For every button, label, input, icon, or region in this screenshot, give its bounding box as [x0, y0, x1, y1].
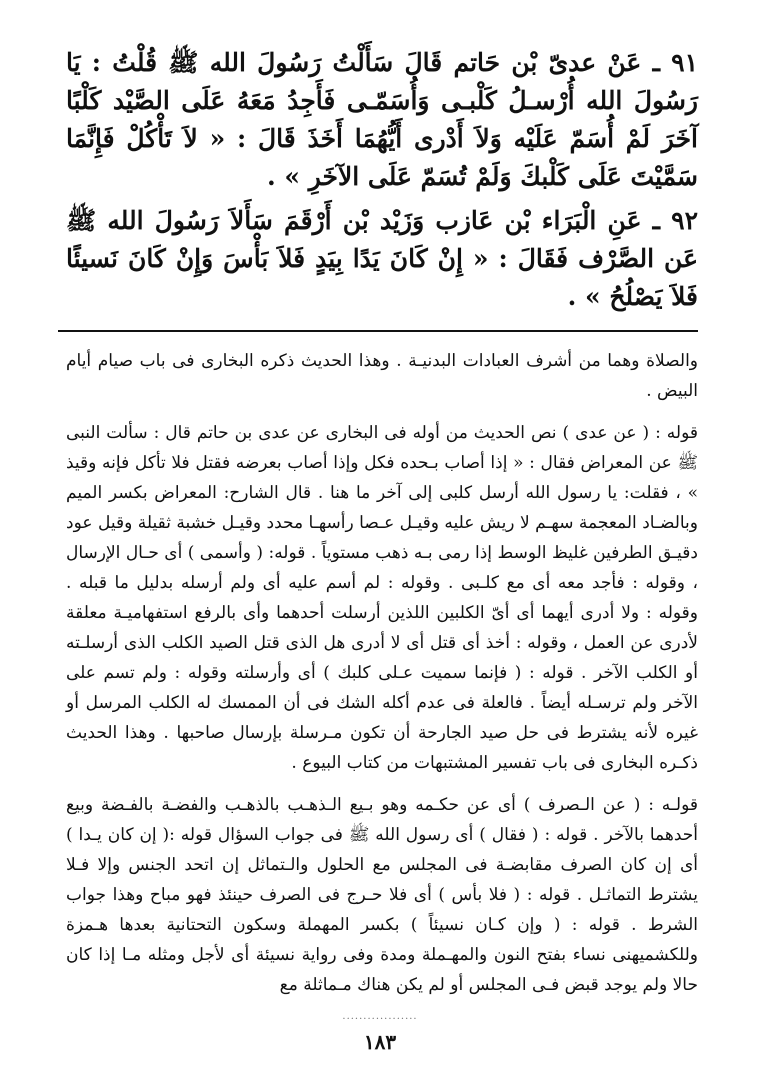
hadith-section — [66, 44, 698, 316]
commentary-section — [66, 346, 698, 1000]
section-divider — [58, 330, 698, 332]
hadith-91: ٩١ ـ عَنْ عدىّ بْن حَاتم قَالَ سَأَلْتُ رَسُولَ الله ﷺ قُلْتُ : يَا رَسُولَ الله أُرْسـلُ كَلْبـى وَأُسَمّـى فَأَجِدُ مَعَهُ عَلَى الصَّيْد كَلْبًا آخَرَ لَمْ أُسَمّ عَلَيْه وَلاَ أَدْرى أَيُّهُمَا أَخَذَ قَالَ : « لاَ تَأْكُلْ فَإِنَّمَا سَمَّيْتَ عَلَى كَلْبكَ وَلَمْ تُسَمّ عَلَى الآخَرِ » . — [66, 48, 698, 191]
commentary-paragraph: والصلاة وهما من أشرف العبادات البدنيـة . وهذا الحديث ذكره البخارى فى باب صيام أيام البيض . — [66, 351, 698, 401]
hadith-92: ٩٢ ـ عَنِ الْبَرَاء بْن عَازب وَزَيْد بْن أَرْقَمَ سَأَلاَ رَسُولَ الله ﷺ عَن الصَّرْف فَقَالَ : « إِنْ كَانَ يَدًا بِيَدٍ فَلاَ بَأْسَ وَإِنْ كَانَ نَسيئًا فَلاَ يَصْلُحُ » . — [66, 206, 698, 311]
commentary-paragraph: قوله : ( عن عدى ) نص الحديث من أوله فى البخارى عن عدى بن حاتم قال : سألت النبى ﷺ عن المعراض فقال : « إذا أصاب بـحده فكل وإذا أصاب بعرضه فقتل فلا تأكل فإنه وقيذ » ، فقلت: يا رسول الله أرسل كلبى إلى آخر ما هنا . قال الشارح: المعراض بكسر الميم وبالضـاد المعجمة سهـم لا ريش عليه وقيـل عـصا رأسهـا محدد وقيـل خشبة ثقيلة وقيل عود دقيـق الطرفين غليظ الوسط إذا رمى بـه ذهب مستوياً . قوله: ( وأسمى ) أى حـال الإرسال ، وقوله : فأجد معه أى مع كلـبى . وقوله : لم أسم عليه أى ولم أرسله بدليل ما قبله . وقوله : ولا أدرى أيهما أى أىّ الكلبين اللذين أرسلت أحدهما وأى بالرفع استفهاميـة معلقة لأدرى عن العمل ، وقوله : أخذ أى قتل أى لا أدرى هل الذى قتل الصيد الكلب الذى أرسلـته أو الكلب الآخر . قوله : ( فإنما سميت عـلى كلبك ) أى وأرسلته وقوله : ولم تسم على الآخر ولم ترسـله أيضاً . فالعلة فى عدم أكله الشك فى أن الممسك له الكلب المرسل أو غيره لأنه يشترط فى حل صيد الجارحة أن تكون مـرسلة بإرسال صاحبها . وهذا الحديث ذكـره البخارى فى باب تفسير المشتبهات من كتاب البيوع . — [66, 423, 698, 773]
page-number: ١٨٣ — [363, 1030, 397, 1054]
footer-ornament: ·················· — [342, 1014, 418, 1025]
commentary-paragraph: قولـه : ( عن الـصرف ) أى عن حكـمه وهو بـيع الـذهـب بالذهـب والفضـة بالفـضة وبيع أحدهما بالآخر . قوله : ( فقال ) أى رسول الله ﷺ فى جواب السؤال قوله :( إن كان يـدا ) أى إن كان الصرف مقابضـة فى المجلس مع الحلول والـتماثل إن اتحد الجنس وإلا فـلا يشترط التماثـل . قوله : ( فلا بأس ) أى فلا حـرج فى الصرف حينئذ فهو مباح وهذا جواب الشرط . قوله : ( وإن كـان نسيئاً ) بكسر المهملة وسكون التحتانية بعدها هـمزة وللكشميهنى نساء بفتح النون والمهـملة ومدة وفى رواية نسيئة أى لأجل ومثله مـا إذا كان حالا ولم يوجد قبض فـى المجلس أو لم يكن هناك مـماثلة مع — [66, 795, 698, 995]
